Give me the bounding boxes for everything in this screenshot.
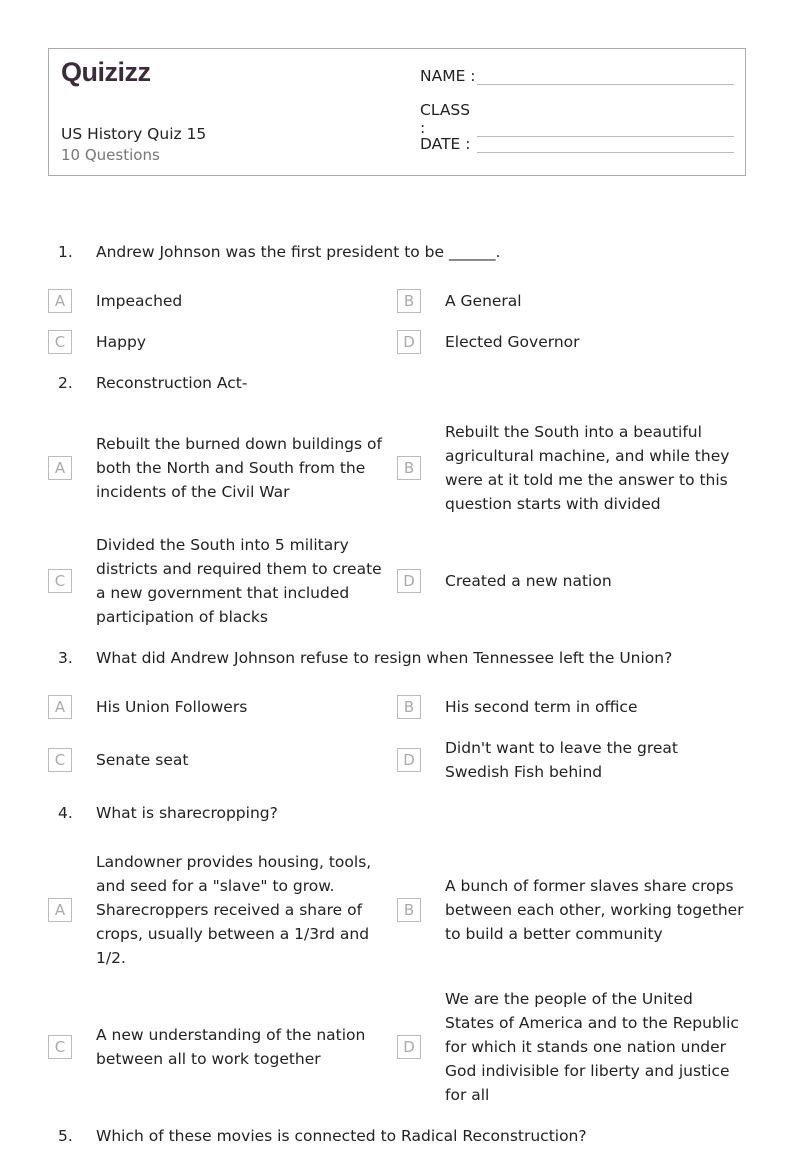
question-stem — [48, 801, 746, 825]
date-label: DATE : — [420, 135, 471, 153]
worksheet-header — [48, 48, 746, 176]
option-letter-box[interactable]: B — [397, 695, 421, 719]
quizizz-logo: Quizizz — [61, 57, 151, 87]
option-letter-box[interactable]: B — [397, 456, 421, 480]
option-text: Rebuilt the burned down buildings of both the North and South from the incidents of the Civil War — [96, 435, 382, 501]
option-text: Senate seat — [96, 751, 189, 769]
option-row — [48, 736, 746, 784]
answer-option[interactable] — [397, 987, 746, 1107]
option-row — [48, 289, 746, 313]
question-count: 10 Questions — [61, 146, 160, 164]
option-text: Didn't want to leave the great Swedish Fish behind — [445, 739, 678, 781]
option-letter-box[interactable]: C — [48, 330, 72, 354]
question-stem — [48, 646, 746, 670]
answer-option[interactable] — [48, 1023, 397, 1071]
answer-option[interactable] — [397, 736, 746, 784]
quiz-title: US History Quiz 15 — [61, 125, 207, 143]
answer-option[interactable] — [48, 748, 397, 772]
option-letter-box[interactable]: D — [397, 1035, 421, 1059]
name-line[interactable] — [477, 67, 734, 85]
date-field[interactable] — [420, 135, 734, 153]
question-1 — [48, 240, 746, 354]
answer-option[interactable] — [48, 533, 397, 629]
option-row — [48, 420, 746, 516]
option-text: Happy — [96, 333, 147, 351]
answer-option[interactable] — [397, 695, 746, 719]
question-list — [48, 240, 746, 1173]
option-letter-box[interactable]: B — [397, 289, 421, 313]
option-text: A bunch of former slaves share crops between each other, working together to build a better community — [445, 877, 744, 943]
option-row — [48, 695, 746, 719]
option-text: A new understanding of the nation between all to work together — [96, 1026, 366, 1068]
option-text: Impeached — [96, 292, 183, 310]
answer-option[interactable] — [397, 289, 746, 313]
option-text: Created a new nation — [445, 572, 612, 590]
option-letter-box[interactable]: A — [48, 289, 72, 313]
option-letter-box[interactable]: D — [397, 748, 421, 772]
name-label: NAME : — [420, 67, 476, 85]
question-text: Andrew Johnson was the first president to be ______. — [96, 243, 501, 261]
answer-option[interactable] — [397, 874, 746, 946]
option-text: A General — [445, 292, 522, 310]
option-letter-box[interactable]: A — [48, 456, 72, 480]
answer-option[interactable] — [48, 850, 397, 970]
class-label: CLASS : — [420, 101, 471, 137]
question-number: 2. — [58, 374, 73, 392]
question-text: Which of these movies is connected to Radical Reconstruction? — [96, 1127, 587, 1145]
question-number: 4. — [58, 804, 73, 822]
question-stem — [48, 240, 746, 264]
option-letter-box[interactable]: C — [48, 569, 72, 593]
option-letter-box[interactable]: A — [48, 695, 72, 719]
question-text: Reconstruction Act- — [96, 374, 248, 392]
answer-option[interactable] — [48, 695, 397, 719]
question-number: 1. — [58, 243, 73, 261]
option-text: We are the people of the United States of America and to the Republic for which it stands one nation under God indivisible for liberty and justice for all — [445, 990, 739, 1104]
question-3 — [48, 646, 746, 784]
option-letter-box[interactable]: C — [48, 1035, 72, 1059]
option-row — [48, 850, 746, 970]
answer-option[interactable] — [48, 330, 397, 354]
option-letter-box[interactable]: D — [397, 330, 421, 354]
option-letter-box[interactable]: A — [48, 898, 72, 922]
question-5 — [48, 1124, 746, 1148]
question-number: 3. — [58, 649, 73, 667]
option-text: Elected Governor — [445, 333, 580, 351]
option-letter-box[interactable]: D — [397, 569, 421, 593]
option-text: Landowner provides housing, tools, and seed for a "slave" to grow. Sharecroppers received a share of crops, usually between a 1/3rd and 1/2. — [96, 853, 372, 967]
question-stem — [48, 1124, 746, 1148]
name-field[interactable] — [420, 67, 734, 85]
class-field[interactable] — [420, 101, 734, 137]
question-stem — [48, 371, 746, 395]
question-2 — [48, 371, 746, 629]
option-letter-box[interactable]: C — [48, 748, 72, 772]
question-4 — [48, 801, 746, 1107]
answer-option[interactable] — [397, 330, 746, 354]
option-row — [48, 987, 746, 1107]
answer-option[interactable] — [397, 420, 746, 516]
answer-option[interactable] — [48, 432, 397, 504]
option-text: His second term in office — [445, 698, 638, 716]
answer-option[interactable] — [48, 289, 397, 313]
option-row — [48, 533, 746, 629]
question-number: 5. — [58, 1127, 73, 1145]
option-text: Divided the South into 5 military districts and required them to create a new government that included participation of blacks — [96, 536, 382, 626]
option-text: His Union Followers — [96, 698, 248, 716]
question-text: What did Andrew Johnson refuse to resign when Tennessee left the Union? — [96, 649, 673, 667]
question-text: What is sharecropping? — [96, 804, 278, 822]
date-line[interactable] — [477, 135, 734, 153]
answer-option[interactable] — [397, 569, 746, 593]
option-text: Rebuilt the South into a beautiful agricultural machine, and while they were at it told me the answer to this question starts with divided — [445, 423, 730, 513]
option-row — [48, 330, 746, 354]
option-letter-box[interactable]: B — [397, 898, 421, 922]
